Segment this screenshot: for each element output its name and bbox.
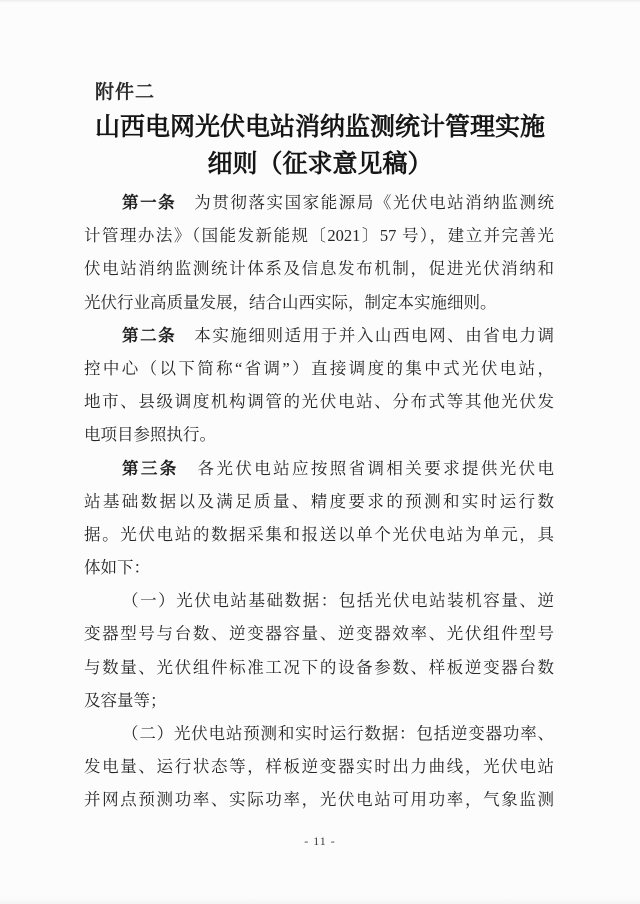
text-line: 第二条 本实施细则适用于并入山西电网、由省电力调 [122,325,554,345]
text-line: 地市、县级调度机构调管的光伏电站、分布式等其他光伏发 [84,392,554,412]
clause-paragraph [84,452,554,585]
text-line: 第一条 为贯彻落实国家能源局《光伏电站消纳监测统 [122,193,554,212]
clause-number: 第一条 [122,194,177,212]
clause-paragraph [84,319,554,452]
text-line: 及容量等； [84,690,167,710]
document-body [84,186,554,817]
text-line: 伏电站消纳监测统计体系及信息发布机制，促进光伏消纳和 [84,259,554,279]
text-line: 光伏行业高质量发展，结合山西实际，制定本实施细则。 [84,292,497,312]
text-line: 据。光伏电站的数据采集和报送以单个光伏电站为单元，具 [84,524,554,544]
clause-number: 第二条 [122,326,177,345]
clause-paragraph [84,717,554,817]
text-line: 体如下： [84,558,150,578]
clause-paragraph [84,186,554,319]
text-line: 电项目参照执行。 [84,425,216,445]
text-line: 变器型号与台数、逆变器容量、逆变器效率、光伏组件型号 [84,624,554,644]
clause-number: 第三条 [122,459,179,478]
clause-paragraph [84,584,554,717]
text-line: 并网点预测功率、实际功率，光伏电站可用功率，气象监测 [84,790,554,810]
document-title: 山西电网光伏电站消纳监测统计管理实施细则（征求意见稿） [94,114,545,178]
text-line: 与数量、光伏组件标准工况下的设备参数、样板逆变器台数 [84,657,554,677]
text-line: 第三条 各光伏电站应按照省调相关要求提供光伏电 [122,458,554,478]
page-number: - 11 - [304,834,336,848]
attachment-label: 附件二 [95,82,156,103]
text-line: （二）光伏电站预测和实时运行数据：包括逆变器功率、 [122,724,554,743]
text-line: （一）光伏电站基础数据：包括光伏电站装机容量、逆 [122,591,554,611]
text-line: 站基础数据以及满足质量、精度要求的预测和实时运行数 [84,491,554,511]
text-line: 发电量、运行状态等，样板逆变器实时出力曲线，光伏电站 [84,757,554,777]
text-line: 计管理办法》（国能发新能规〔2021〕57 号），建立并完善光 [84,226,554,246]
text-line: 控中心（以下简称“省调”）直接调度的集中式光伏电站， [84,358,554,378]
